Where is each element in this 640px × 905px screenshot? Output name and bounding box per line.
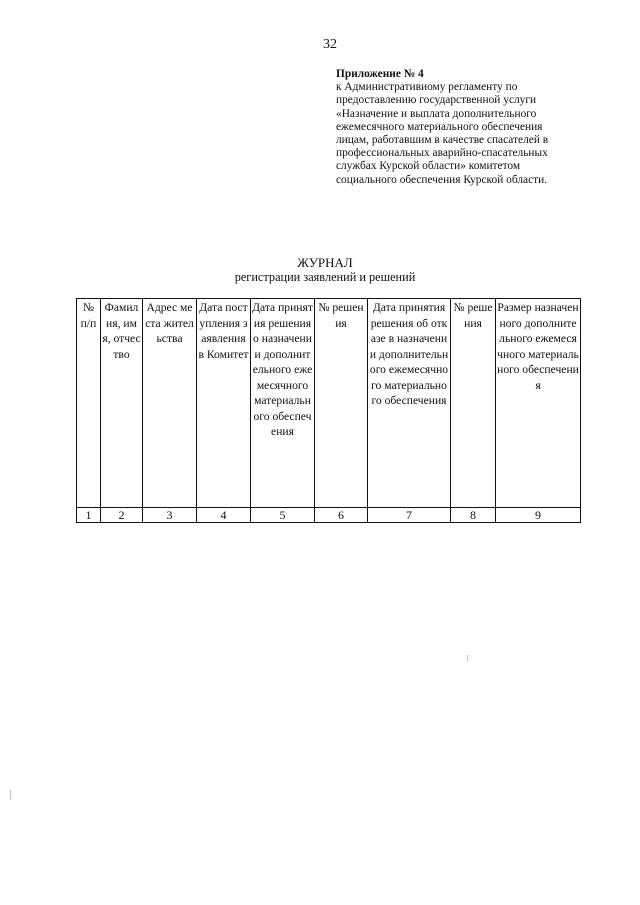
column-number: 5 <box>251 508 315 523</box>
appendix-block <box>336 68 606 187</box>
column-number: 3 <box>143 508 197 523</box>
column-number: 8 <box>451 508 496 523</box>
appendix-line: ежемесячного материального обеспечения <box>336 120 543 133</box>
column-header: № решения <box>315 299 368 508</box>
column-header: Адрес места жительства <box>143 299 197 508</box>
header-row <box>77 299 581 508</box>
journal-subtitle: регистрации заявлений и решений <box>234 270 416 284</box>
scan-artifact <box>10 790 11 800</box>
column-header: Размер назначенного дополнительного ежемесячного материального обеспечения <box>496 299 581 508</box>
column-number: 4 <box>197 508 251 523</box>
column-number: 1 <box>77 508 101 523</box>
column-number: 9 <box>496 508 581 523</box>
appendix-title: Приложение № 4 <box>336 68 424 80</box>
journal-table <box>76 298 581 523</box>
journal-title: ЖУРНАЛ <box>297 255 353 270</box>
column-number-row <box>77 508 581 523</box>
column-number: 6 <box>315 508 368 523</box>
appendix-line: службах Курской области» комитетом <box>336 160 521 173</box>
column-header: Дата поступления заявления в Комитет <box>197 299 251 508</box>
appendix-line: к Административиому регламенту по <box>336 81 518 94</box>
column-header: № решения <box>451 299 496 508</box>
appendix-line: лицам, работавшим в качестве спасателей в <box>336 134 549 147</box>
column-number: 7 <box>368 508 451 523</box>
page-number: 32 <box>323 37 337 52</box>
column-header: Дата принятия решения об отказе в назначении дополнительного ежемесячного материального обеспечения <box>368 299 451 508</box>
scan-artifact <box>467 655 468 661</box>
appendix-line: предоставлению государственной услуги <box>336 94 537 107</box>
column-header: № п/п <box>77 299 101 508</box>
appendix-line: «Назначение и выплата дополнительного <box>336 107 537 120</box>
appendix-line: профессиональных аварийно-спасательных <box>336 147 548 160</box>
column-number: 2 <box>101 508 143 523</box>
column-header: Фамилия, имя, отчество <box>101 299 143 508</box>
appendix-line: социального обеспечения Курской области. <box>336 173 548 186</box>
column-header: Дата принятия решения о назначении дополнительного ежемесячного материального обеспечения <box>251 299 315 508</box>
